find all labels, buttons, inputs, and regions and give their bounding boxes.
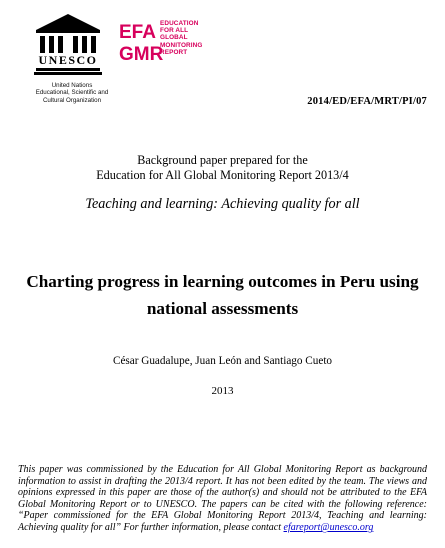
unesco-caption: United Nations Educational, Scientific and Cultural Organization	[35, 82, 109, 104]
paper-title: Charting progress in learning outcomes in Peru using national assessments	[26, 272, 419, 318]
document-reference: 2014/ED/EFA/MRT/PI/07	[307, 96, 427, 107]
svg-text:GMR: GMR	[119, 44, 164, 65]
svg-text:EFA: EFA	[119, 22, 156, 43]
authors: César Guadalupe, Juan León and Santiago Cueto	[112, 355, 333, 367]
disclaimer: This paper was commissioned by the Education for All Global Monitoring Report as background information to assist in drafting the 2013/4 report. It has not been edited by the team. The views and opinions expressed in this paper are those of the author(s) and should not be attributed to the EFA Global Monitoring Report or to UNESCO. The papers can be cited with the following reference: “Paper commissioned for the EFA Global Monitoring Report 2013/4, Teaching and learning: Achieving quality for all” For further information, please contact efareport@unesco.org	[18, 464, 427, 533]
efa-gmr-text: EDUCATION FOR ALL GLOBAL MONITORING REPORT	[160, 20, 203, 56]
background-paper-note: Background paper prepared for the Education for All Global Monitoring Report 2013/4	[96, 153, 349, 182]
efa-gmr-logo	[118, 16, 164, 66]
unesco-wordmark	[32, 53, 104, 67]
publication-year: 2013	[211, 385, 234, 397]
contact-email-link[interactable]: efareport@unesco.org	[283, 521, 374, 533]
svg-text:UNESCO: UNESCO	[38, 53, 98, 67]
report-theme: Teaching and learning: Achieving quality for all	[85, 196, 360, 212]
logo-area	[18, 12, 218, 104]
